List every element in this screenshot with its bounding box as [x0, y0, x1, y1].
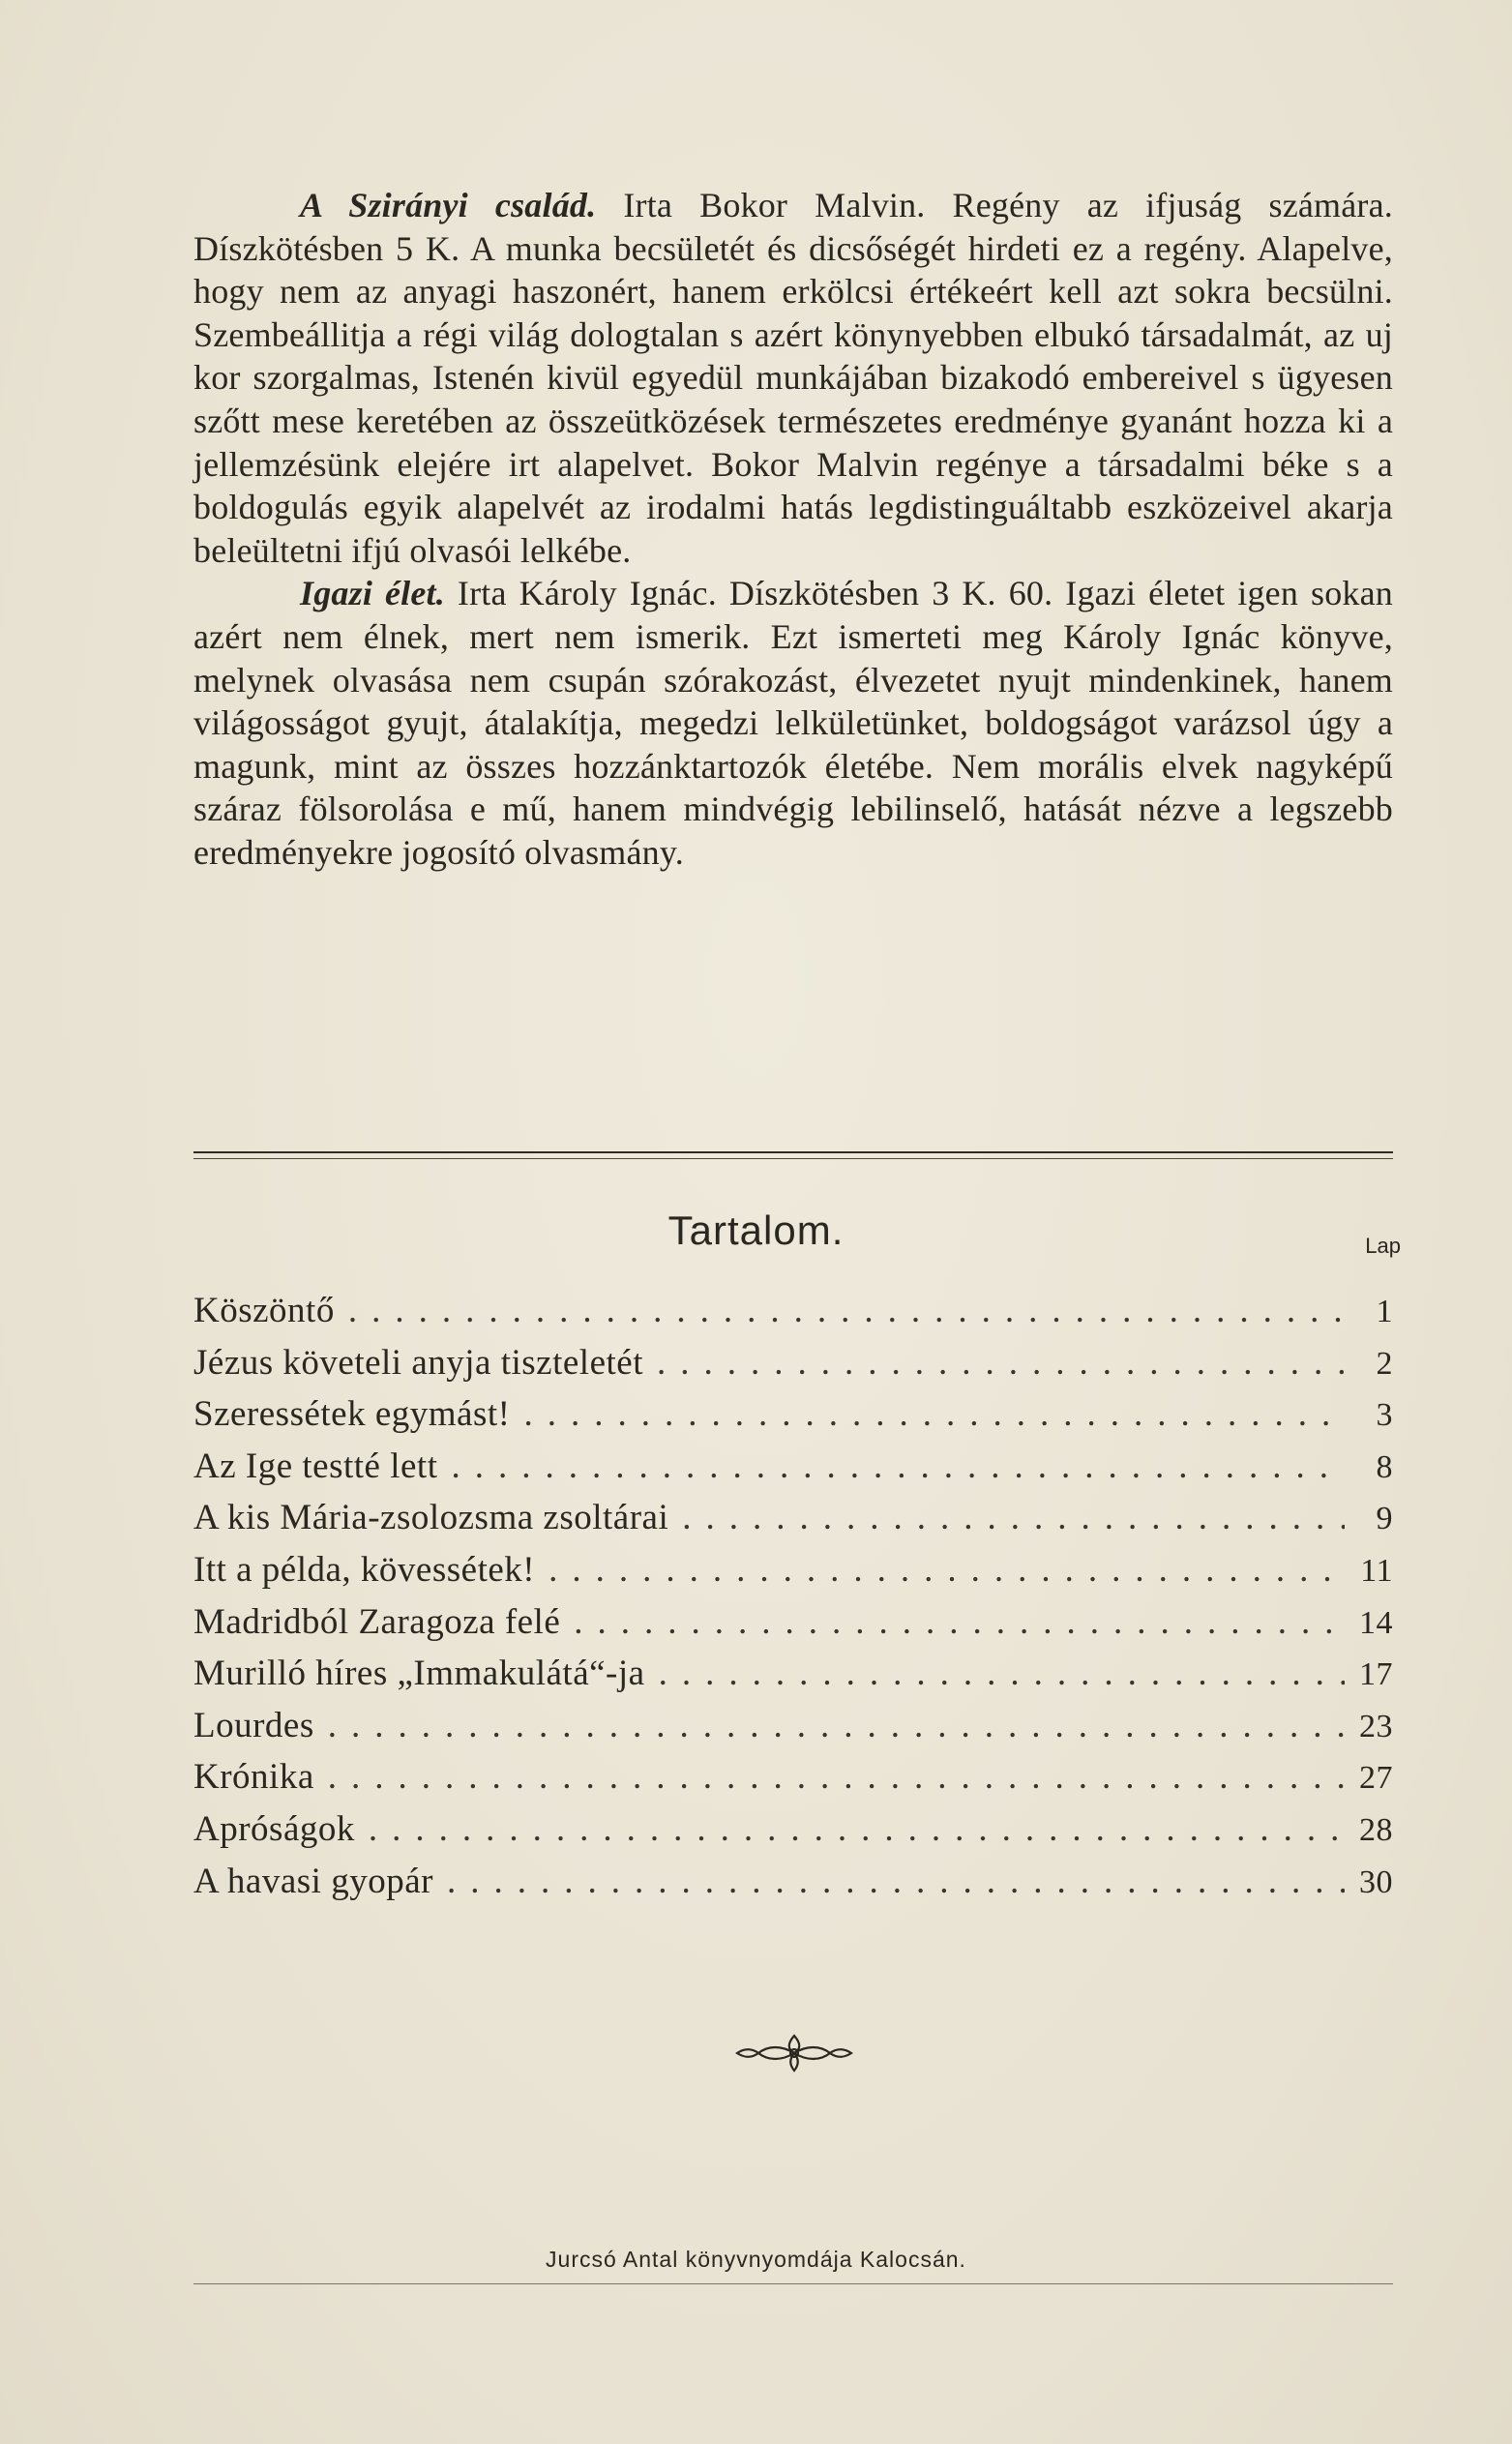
toc-entry-title: Murilló híres „Immakulátá“-ja	[193, 1654, 645, 1694]
toc-entry-title: Krónika	[193, 1757, 314, 1798]
toc-leader-dots	[548, 1549, 1345, 1591]
toc-row	[193, 1601, 1393, 1654]
toc-row	[193, 1393, 1393, 1446]
toc-entry-title: Szeressétek egymást!	[193, 1394, 511, 1435]
toc-entry-page: 30	[1359, 1863, 1393, 1900]
toc-row	[193, 1705, 1393, 1757]
toc-leader-dots	[369, 1808, 1345, 1850]
toc-leader-dots	[447, 1861, 1345, 1902]
toc-entry-title: Lourdes	[193, 1705, 314, 1745]
table-of-contents	[193, 1290, 1393, 1912]
toc-title: Tartalom.	[667, 1207, 845, 1253]
advertisement-section	[193, 184, 1393, 875]
toc-row	[193, 1808, 1393, 1861]
toc-leader-dots	[574, 1601, 1345, 1643]
toc-entry-page: 1	[1376, 1294, 1393, 1329]
ad-igazi-elet	[193, 572, 1393, 874]
toc-row	[193, 1549, 1393, 1601]
toc-leader-dots	[682, 1497, 1345, 1538]
toc-row	[193, 1290, 1393, 1342]
toc-leader-dots	[523, 1393, 1345, 1435]
toc-entry-page: 27	[1359, 1760, 1393, 1797]
toc-entry-title: Jézus követeli anyja tiszteletét	[193, 1342, 643, 1383]
ad-text: Irta Bokor Malvin. Regény az ifjuság számára. Díszkötésben 5 K. A munka becsületét és dicsőségét hirdeti ez a regény. Alapelve, hogy nem az anyagi haszonért, hanem erkölcsi értékeért kell azt sokra becsülni. Szembeállitja a régi világ dologtalan s azért könynyebben elbukó társadalmát, az uj kor szorgalmas, Istenén kivül egyedül munkájában bizakodó embereivel s ügyesen szőtt mese keretében az összeütközések természetes eredménye gyanánt hozza ki a jellemzésünk elejére irt alapelvet. Bokor Malvin regénye a társadalmi béke s a boldogulás egyik alapelvét az irodalmi hatás legdistinguáltabb eszközeivel akarja beleültetni ifjú olvasói lelkébe.	[193, 186, 1393, 570]
printer-imprint: Jurcsó Antal könyvnyomdája Kalocsán.	[546, 2247, 966, 2272]
floral-ornament-icon	[731, 2030, 857, 2076]
toc-row	[193, 1756, 1393, 1808]
toc-entry-title: A kis Mária-zsolozsma zsoltárai	[193, 1498, 669, 1538]
toc-entry-page: 2	[1376, 1345, 1393, 1382]
toc-entry-page: 23	[1359, 1708, 1393, 1744]
bottom-rule	[193, 2283, 1393, 2284]
toc-row	[193, 1497, 1393, 1549]
toc-entry-page: 28	[1359, 1811, 1393, 1848]
toc-leader-dots	[348, 1290, 1345, 1331]
toc-entry-title: Az Ige testté lett	[193, 1446, 438, 1486]
toc-entry-page: 9	[1376, 1501, 1393, 1537]
toc-entry-title: Apróságok	[193, 1808, 355, 1849]
toc-entry-page: 8	[1376, 1448, 1393, 1485]
toc-entry-page: 17	[1359, 1656, 1393, 1693]
toc-leader-dots	[659, 1653, 1345, 1694]
toc-entry-title: Köszöntő	[193, 1291, 335, 1330]
toc-entry-page: 11	[1360, 1552, 1393, 1589]
toc-row	[193, 1653, 1393, 1705]
toc-entry-page: 3	[1376, 1397, 1393, 1434]
ad-title: A Szirányi család.	[300, 186, 597, 224]
toc-leader-dots	[328, 1756, 1345, 1798]
toc-leader-dots	[328, 1705, 1345, 1746]
toc-leader-dots	[451, 1446, 1345, 1487]
toc-entry-title: Madridból Zaragoza felé	[193, 1601, 561, 1642]
toc-row	[193, 1342, 1393, 1394]
toc-row	[193, 1446, 1393, 1498]
toc-entry-title: Itt a példa, kövessétek!	[193, 1549, 536, 1590]
toc-page-header: Lap	[1365, 1234, 1401, 1258]
toc-leader-dots	[657, 1342, 1345, 1384]
toc-entry-title: A havasi gyopár	[193, 1861, 433, 1901]
toc-row	[193, 1861, 1393, 1913]
ad-title: Igazi élet.	[300, 574, 445, 613]
double-rule-divider	[193, 1151, 1393, 1159]
ad-sziranyi-csalad	[193, 184, 1393, 572]
ad-text: Irta Károly Ignác. Díszkötésben 3 K. 60. Igazi életet igen sokan azért nem élnek, mert nem ismerik. Ezt ismerteti meg Károly Ignác könyve, melynek olvasása nem csupán szórakozást, élvezetet nyujt mindenkinek, hanem világosságot gyujt, átalakítja, megedzi lelkületünket, boldogságot varázsol úgy a magunk, mint az összes hozzánktartozók életébe. Nem morális elvek nagyképű száraz fölsorolása e mű, hanem mindvégig lebilinselő, hatását nézve a legszebb eredményekre jogosító olvasmány.	[193, 574, 1394, 872]
toc-entry-page: 14	[1359, 1604, 1393, 1641]
